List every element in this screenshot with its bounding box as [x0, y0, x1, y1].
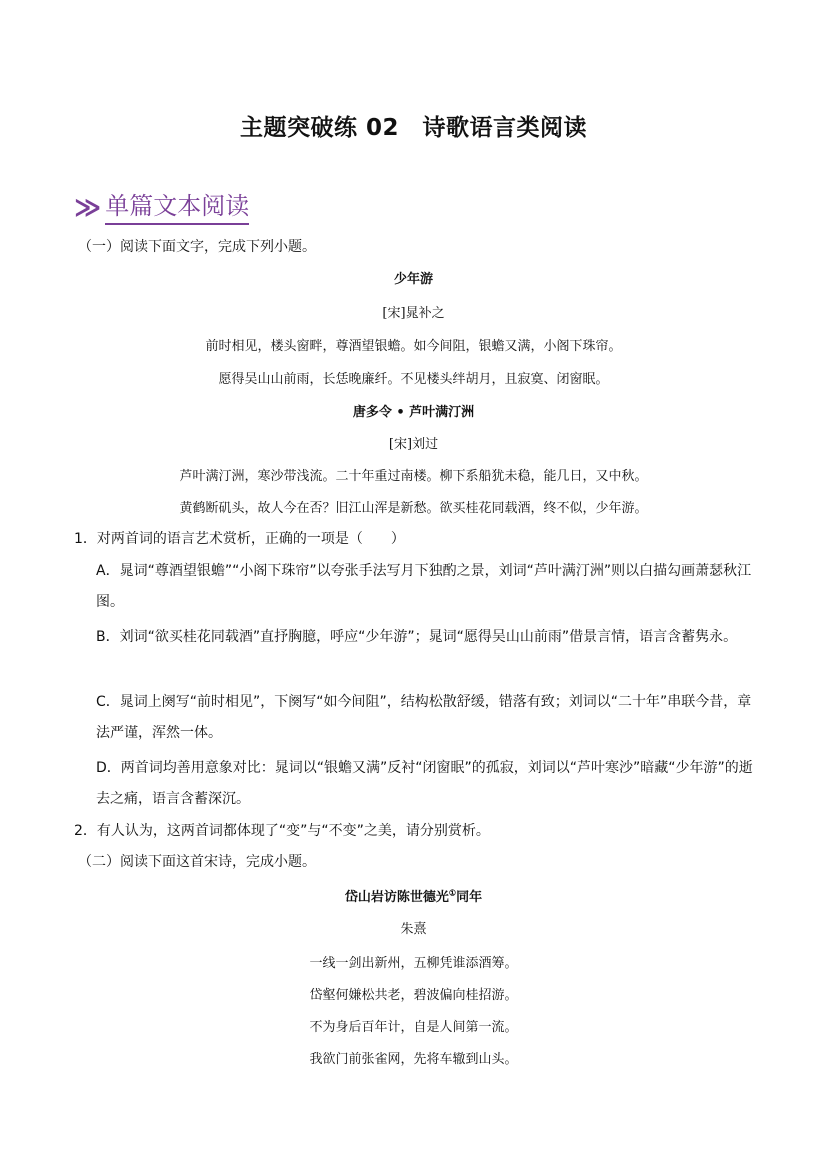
page-title: 主题突破练 02 诗歌语言类阅读	[239, 115, 587, 141]
section-header	[74, 190, 249, 225]
part2-intro: （二）阅读下面这首宋诗，完成小题。	[78, 854, 316, 870]
poem3-line: 我欲门前张雀网，先将车辙到山头。	[309, 1052, 518, 1067]
poem3-line: 一线一剑出新州，五柳凭谁添酒筹。	[309, 956, 518, 971]
poem2-author: [宋]刘过	[388, 437, 439, 452]
poem3-title: 岱山岩访陈世德光①同年	[344, 887, 483, 905]
footnote-mark: ①	[448, 887, 457, 898]
poem2-title: 唐多令 • 芦叶满汀洲	[352, 405, 475, 420]
poem3-line: 岱壑何嫌松共老，碧波偏向桂招游。	[309, 988, 518, 1003]
poem3-author: 朱熹	[400, 922, 427, 937]
question-2-stem: 2．有人认为，这两首词都体现了“变”与“不变”之美，请分别赏析。	[74, 823, 490, 839]
question-1-option-c: C．晁词上阕写“前时相见”，下阕写“如今间阻”，结构松散舒缓，错落有致；刘词以“二十年”串联今昔，章法严谨，浑然一体。	[96, 694, 752, 741]
poem3-line: 不为身后百年计，自是人间第一流。	[309, 1020, 518, 1035]
question-1-option-b: B．刘词“欲买桂花同载酒”直抒胸臆，呼应“少年游”；晁词“愿得吴山山前雨”借景言情，语言含蓄隽永。	[96, 629, 738, 645]
poem2-line: 黄鹤断矶头，故人今在否？旧江山浑是新愁。欲买桂花同载酒，终不似，少年游。	[179, 501, 648, 516]
question-1-option-a: A．晁词“尊酒望银蟾”“小阁下珠帘”以夸张手法写月下独酌之景，刘词“芦叶满汀洲”则以白描勾画萧瑟秋江图。	[96, 563, 752, 610]
part1-intro: （一）阅读下面文字，完成下列小题。	[78, 239, 316, 255]
poem1-title: 少年游	[393, 272, 433, 287]
poem1-line: 前时相见，楼头窗畔，尊酒望银蟾。如今间阻，银蟾又满，小阁下珠帘。	[205, 339, 622, 354]
question-1-option-d: D．两首词均善用意象对比：晁词以“银蟾又满”反衬“闭窗眠”的孤寂，刘词以“芦叶寒沙”暗藏“少年游”的逝去之痛，语言含蓄深沉。	[96, 760, 753, 807]
double-chevron-icon: ≫	[74, 192, 102, 223]
poem1-author: [宋]晁补之	[382, 306, 445, 321]
poem2-line: 芦叶满汀洲，寒沙带浅流。二十年重过南楼。柳下系船犹未稳，能几日，又中秋。	[179, 469, 648, 484]
section-title: 单篇文本阅读	[105, 190, 249, 225]
question-1-stem: 1．对两首词的语言艺术赏析，正确的一项是（ ）	[74, 531, 405, 547]
poem1-line: 愿得吴山山前雨，长恁晚廉纤。不见楼头绊胡月，且寂寞、闭窗眠。	[218, 372, 609, 387]
